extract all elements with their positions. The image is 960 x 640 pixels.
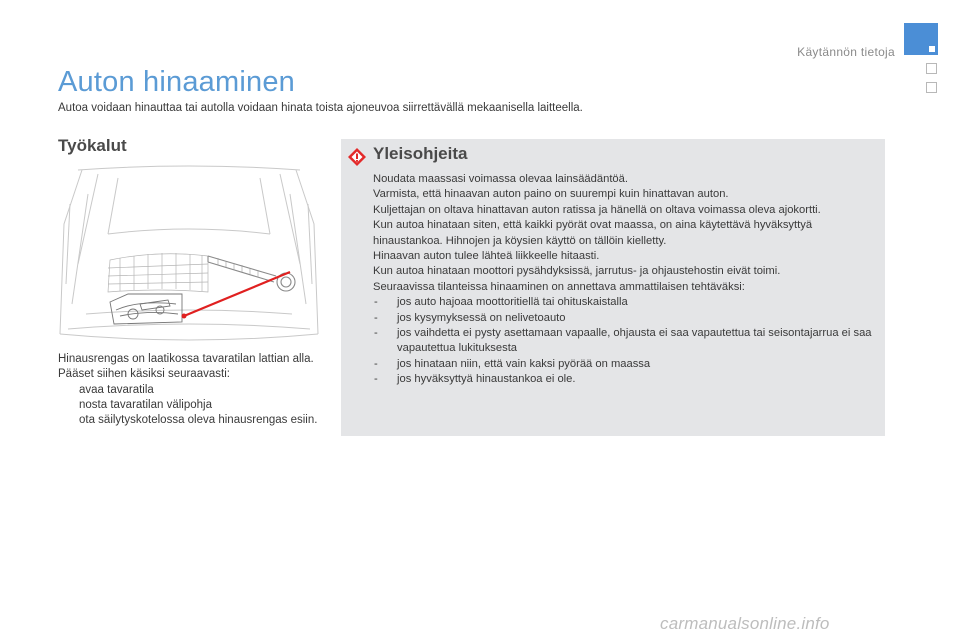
general-paragraph: Noudata maassasi voimassa olevaa lainsäädäntöä. <box>373 173 628 185</box>
tab-inactive-1[interactable] <box>926 63 937 74</box>
list-item: - jos auto hajoaa moottoritiellä tai ohituskaistalla <box>374 296 628 309</box>
list-item: - jos kysymyksessä on nelivetoauto <box>374 311 566 324</box>
tools-steps-list <box>58 383 320 429</box>
general-instructions-box <box>341 139 885 436</box>
list-item: - jos hyväksyttyä hinaustankoa ei ole. <box>374 373 576 386</box>
general-paragraph: Seuraavissa tilanteissa hinaaminen on annettava ammattilaisen tehtäväksi: <box>373 280 745 293</box>
tools-text <box>58 352 320 428</box>
general-body <box>373 172 877 388</box>
page-title: Auton hinaaminen <box>58 66 295 98</box>
tab-inactive-2[interactable] <box>926 82 937 93</box>
general-paragraph: Hinaavan auton tulee lähteä liikkeelle hitaasti. <box>373 250 600 263</box>
list-item: ota säilytyskotelossa oleva hinausrengas esiin. <box>79 414 318 427</box>
general-paragraph: Kun autoa hinataan moottori pysähdyksissä, jarrutus- ja ohjaustehostin eivät toimi. <box>373 265 781 278</box>
general-paragraph: Kuljettajan on oltava hinattavan auton ratissa ja hänellä on oltava voimassa oleva ajokortti. <box>373 203 821 216</box>
trunk-illustration <box>58 164 320 342</box>
tools-description: Hinausrengas on laatikossa tavaratilan lattian alla. <box>58 353 314 365</box>
tools-steps-intro: Pääset siihen käsiksi seuraavasti: <box>58 368 230 381</box>
conditions-list <box>373 295 877 387</box>
list-item: avaa tavaratila <box>79 383 154 396</box>
list-item: - jos hinataan niin, että vain kaksi pyörää on maassa <box>374 357 651 370</box>
tab-active[interactable] <box>904 23 938 55</box>
list-item: nosta tavaratilan välipohja <box>79 398 212 411</box>
general-heading: Yleisohjeita <box>373 144 468 163</box>
intro-text: Autoa voidaan hinauttaa tai autolla voidaan hinata toista ajoneuvoa siirrettävällä mekaanisella laitteella. <box>58 102 583 114</box>
warning-icon <box>346 146 368 168</box>
tools-heading: Työkalut <box>58 136 127 155</box>
general-paragraph: Kun autoa hinataan siten, että kaikki pyörät ovat maassa, on aina käytettävä hyväksyttyä hinaustankoa. Hihnojen ja köysien käyttö on tällöin kielletty. <box>373 219 813 247</box>
watermark: carmanualsonline.info <box>660 614 830 633</box>
list-item: - jos vaihdetta ei pysty asettamaan vapaalle, ohjausta ei saa vapautettua tai seisontajarrua ei saa vapautettua lukituksesta <box>374 327 872 355</box>
section-label[interactable]: Käytännön tietoja <box>797 45 895 59</box>
tab-indicator-icon <box>929 46 935 52</box>
general-paragraph: Varmista, että hinaavan auton paino on suurempi kuin hinattavan auton. <box>373 188 729 201</box>
